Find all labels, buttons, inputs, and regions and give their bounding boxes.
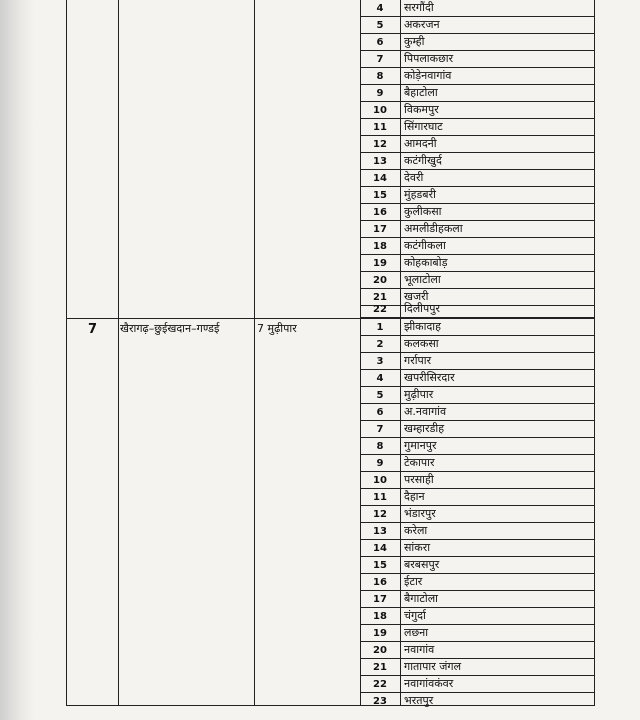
village-name: आमदनी <box>404 137 437 150</box>
village-name: लछना <box>404 626 429 639</box>
table-row <box>360 540 594 557</box>
village-name: मुंहडबरी <box>404 188 436 201</box>
row-number: 15 <box>373 560 387 571</box>
table-row <box>360 0 594 17</box>
table-row <box>360 301 594 318</box>
village-name: सांकरा <box>404 541 431 554</box>
page-edge-shadow <box>0 0 34 720</box>
village-name: बैगाटोला <box>404 592 439 605</box>
table-row <box>360 136 594 153</box>
table-row <box>360 68 594 85</box>
village-name: कुम्ही <box>404 35 425 48</box>
table-row <box>360 608 594 625</box>
village-name: चंगुर्दा <box>404 609 426 622</box>
village-name: दिलीपपुर <box>404 302 440 315</box>
table-row <box>360 153 594 170</box>
table-row <box>360 119 594 136</box>
village-name: देवरी <box>404 171 424 184</box>
row-number: 7 <box>376 424 384 435</box>
row-number: 3 <box>376 356 384 367</box>
table-row <box>360 336 594 353</box>
village-name: नवागांव <box>404 643 435 656</box>
row-number: 22 <box>373 304 387 315</box>
table-row <box>360 238 594 255</box>
row-number: 19 <box>373 628 387 639</box>
cluster-name: 7 मुढ़ीपार <box>257 322 297 335</box>
table-row <box>360 421 594 438</box>
table-row <box>360 255 594 272</box>
village-name: गर्रापार <box>404 354 432 367</box>
row-number: 4 <box>376 373 384 384</box>
row-number: 12 <box>373 509 387 520</box>
row-number: 9 <box>376 458 384 469</box>
row-number: 10 <box>373 475 387 486</box>
village-name: बैहाटोला <box>404 86 438 99</box>
village-name: खपरीसिरदार <box>404 371 455 384</box>
table-row <box>360 438 594 455</box>
row-number: 21 <box>373 292 387 303</box>
row-number: 18 <box>373 241 387 252</box>
village-name: गुमानपुर <box>404 439 437 452</box>
row-number: 21 <box>373 662 387 673</box>
village-name: भूलाटोला <box>404 273 441 286</box>
table-row <box>360 625 594 642</box>
village-name: कोड़ेनवागांव <box>404 69 452 82</box>
row-number: 17 <box>373 594 387 605</box>
village-name: भंडारपुर <box>404 507 436 520</box>
table-row <box>360 319 594 336</box>
row-number: 13 <box>373 156 387 167</box>
constituency-name: खैरागढ़–छुईखदान–गण्डई <box>120 322 220 335</box>
village-name: करेला <box>404 524 428 537</box>
table-row <box>360 221 594 238</box>
row-number: 2 <box>376 339 384 350</box>
row-number: 16 <box>373 207 387 218</box>
row-number: 5 <box>376 390 384 401</box>
row-number: 11 <box>373 122 387 133</box>
village-name: बरबसपुर <box>404 558 440 571</box>
row-number: 1 <box>376 322 384 333</box>
village-name: गातापार जंगल <box>404 660 462 673</box>
row-number: 8 <box>376 71 384 82</box>
village-name: कटंगीखुर्द <box>404 154 442 167</box>
table-row <box>360 187 594 204</box>
table-row <box>360 204 594 221</box>
village-name: मुढ़ीपार <box>404 388 434 401</box>
row-number: 5 <box>376 20 384 31</box>
table-row <box>360 102 594 119</box>
village-name: पिपलाकछार <box>404 52 454 65</box>
village-name: सरगौंदी <box>404 1 434 14</box>
village-name: खम्हारडीह <box>404 422 445 435</box>
table-row <box>360 591 594 608</box>
row-number: 23 <box>373 696 387 707</box>
table-row <box>360 455 594 472</box>
table-border-right <box>594 0 595 706</box>
row-number: 18 <box>373 611 387 622</box>
village-name: कलकसा <box>404 337 439 350</box>
village-name: विकमपुर <box>404 103 439 116</box>
row-number: 15 <box>373 190 387 201</box>
table-row <box>360 17 594 34</box>
table-row <box>360 489 594 506</box>
village-name: कोहकाबोड़ <box>404 256 448 269</box>
row-number: 8 <box>376 441 384 452</box>
row-number: 14 <box>373 543 387 554</box>
table-row <box>360 370 594 387</box>
village-name: खजरी <box>404 290 429 303</box>
row-number: 17 <box>373 224 387 235</box>
table-row <box>360 693 594 710</box>
village-name: अमलीडीहकला <box>404 222 463 235</box>
village-name: कुलीकसा <box>404 205 442 218</box>
village-name: अ.नवागांव <box>404 405 447 418</box>
table-row <box>360 170 594 187</box>
table-col-divider-1 <box>118 0 119 706</box>
village-name: टेकापार <box>404 456 435 469</box>
row-number: 20 <box>373 645 387 656</box>
row-number: 22 <box>373 679 387 690</box>
table-row <box>360 34 594 51</box>
row-number: 16 <box>373 577 387 588</box>
village-name: कटंगीकला <box>404 239 446 252</box>
row-number: 6 <box>376 37 384 48</box>
table-row <box>360 404 594 421</box>
row-number: 14 <box>373 173 387 184</box>
village-name: नवागांवकंवर <box>404 677 454 690</box>
row-number: 19 <box>373 258 387 269</box>
table-row <box>360 676 594 693</box>
table-row <box>360 659 594 676</box>
table-border-left <box>66 0 67 706</box>
row-number: 11 <box>373 492 387 503</box>
row-number: 4 <box>376 3 384 14</box>
row-number: 13 <box>373 526 387 537</box>
table-row <box>360 272 594 289</box>
row-number: 9 <box>376 88 384 99</box>
village-name: भरतपुर <box>404 694 434 707</box>
table-row <box>360 472 594 489</box>
village-name: परसाही <box>404 473 434 486</box>
table-row <box>360 642 594 659</box>
village-name: अकरजन <box>404 18 440 31</box>
row-number: 7 <box>376 54 384 65</box>
village-name: दैहान <box>404 490 425 503</box>
village-name: सिंगारघाट <box>404 120 443 133</box>
table-row <box>360 387 594 404</box>
table-row <box>360 506 594 523</box>
row-number: 10 <box>373 105 387 116</box>
table-row <box>360 523 594 540</box>
village-name: झीकादाह <box>404 320 441 333</box>
table-row <box>360 85 594 102</box>
table-row <box>360 353 594 370</box>
table-row <box>360 574 594 591</box>
row-number: 6 <box>376 407 384 418</box>
row-number: 20 <box>373 275 387 286</box>
table-row <box>360 557 594 574</box>
row-number: 12 <box>373 139 387 150</box>
serial-number: 7 <box>88 322 98 337</box>
village-name: ईटार <box>404 575 423 588</box>
table-row <box>360 51 594 68</box>
table-col-divider-2 <box>254 0 255 706</box>
